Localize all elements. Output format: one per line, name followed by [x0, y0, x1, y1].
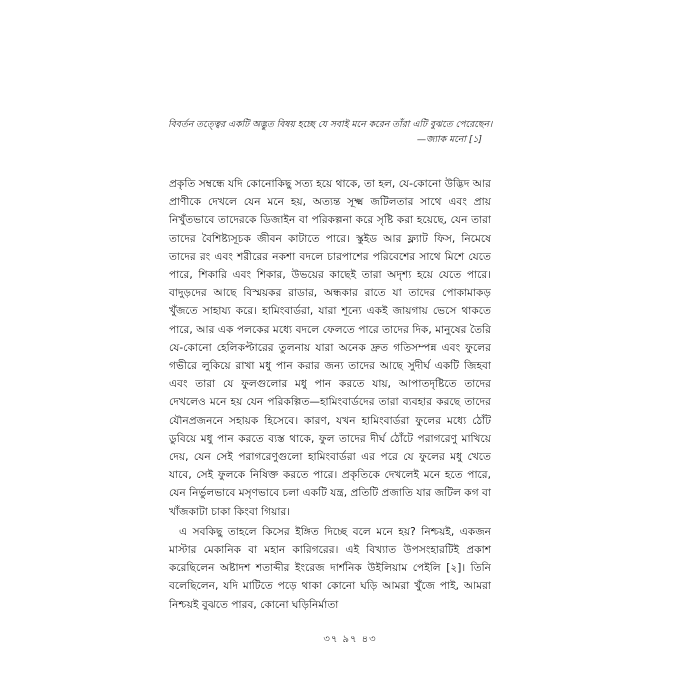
- paragraph-1: প্রকৃতি সম্বন্ধে যদি কোনোকিছু সত্য হয়ে থাকে, তা হল, যে-কোনো উদ্ভিদ আর প্রাণীকে দেখলে যেন মনে হয়, অত্যন্ত সূক্ষ্ম জটিলতার সাথে এবং প্রায় নিখুঁতভাবে তাদেরকে ডিজাইন বা পরিকল্পনা করে সৃষ্টি করা হয়েছে, যেন তারা তাদের বৈশিষ্ট্যসূচক জীবন কাটাতে পারে। স্কুইড আর ফ্ল্যাট ফিস, নিমেষে তাদের রং এবং শরীরের নকশা বদলে চারপাশের পরিবেশের সাথে মিশে যেতে পারে, শিকারি এবং শিকার, উভয়ের কাছেই তারা অদৃশ্য হয়ে যেতে পারে। বাদুড়দের আছে বিস্ময়কর রাডার, অন্ধকার রাতে যা তাদের পোকামাকড় খুঁজতে সাহায্য করে। হামিংবার্ডরা, যারা শূন্যে একই জায়গায় ভেসে থাকতে পারে, আর এক পলকের মধ্যে বদলে ফেলতে পারে তাদের দিক, মানুষের তৈরি যে-কোনো হেলিকপ্টারের তুলনায় যারা অনেক দ্রুত গতিসম্পন্ন এবং ফুলের গভীরে লুকিয়ে রাখা মধু পান করার জন্য তাদের আছে সুদীর্ঘ একটি জিহবা এবং তারা যে ফুলগুলোর মধু পান করতে যায়, আপাতদৃষ্টিতে তাদের দেখলেও মনে হয় যেন পরিকল্পিত—হামিংবার্ডদের তারা ব্যবহার করছে তাদের যৌনপ্রজননে সহায়ক হিসেবে। কারণ, যখন হামিংবার্ডরা ফুলের মধ্যে ঠোঁট ডুবিয়ে মধু পান করতে ব্যস্ত থাকে, ফুল তাদের দীর্ঘ ঠোঁটে পরাগরেণু মাখিয়ে দেয়, যেন সেই পরাগরেণুগুলো হামিংবার্ডরা এর পরে যে ফুলের মধু খেতে যাবে, সেই ফুলকে নিষিক্ত করতে পারে। প্রকৃতিকে দেখলেই মনে হতে পারে, যেন নির্ভুলভাবে মসৃণভাবে চলা একটি যন্ত্র, প্রতিটি প্রজাতি যার জটিল কগ বা খাঁজকাটা চাকা কিংবা গিয়ার।: [169, 178, 491, 518]
- epigraph-quote: বিবর্তন তত্ত্বের একটি অদ্ভুত বিষয় হচ্ছে যে সবাই মনে করেন তাঁরা এটি বুঝতে পেরেছেন।: [168, 119, 493, 130]
- paragraph-2: এ সবকিছু তাহলে কিসের ইঙ্গিত দিচ্ছে বলে মনে হয়? নিশ্চয়ই, একজন মাস্টার মেকানিক বা মহান কারিগরের। এই বিখ্যাত উপসংহারটিই প্রকাশ করেছিলেন অষ্টাদশ শতাব্দীর ইংরেজ দার্শনিক উইলিয়াম পেইলি [২]। তিনি বলেছিলেন, যদি মাটিতে পড়ে থাকা কোনো ঘড়ি আমরা খুঁজে পাই, আমরা নিশ্চয়ই বুঝতে পারব, কোনো ঘড়িনির্মাতা: [169, 525, 491, 611]
- body-text: [169, 175, 491, 614]
- page-number: ৩৭ ৯৭ ৪৩: [323, 634, 377, 645]
- epigraph-attribution: —জ্যাক মনো [১]: [416, 134, 482, 145]
- epigraph: [168, 118, 493, 147]
